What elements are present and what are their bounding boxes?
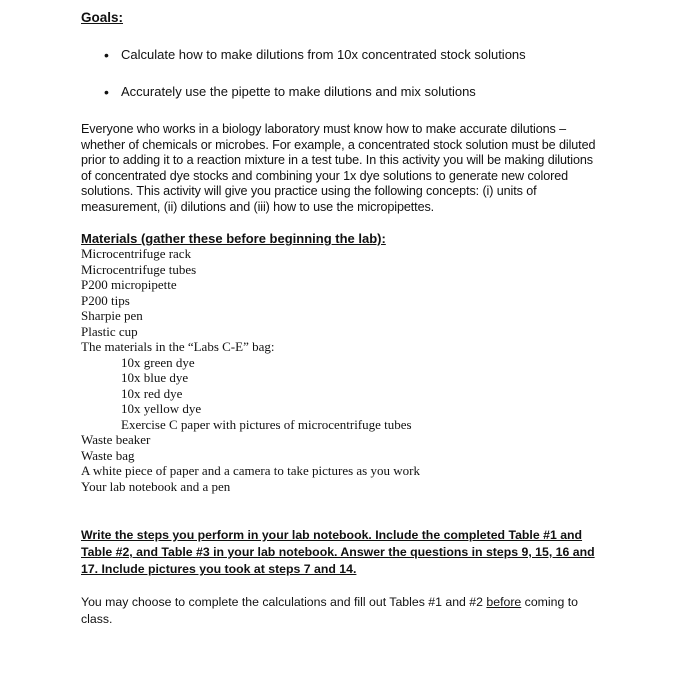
materials-list	[81, 246, 420, 494]
list-item: P200 tips	[81, 292, 130, 308]
closing-note	[81, 594, 601, 628]
bullet-icon: •	[104, 47, 109, 63]
list-item: 10x red dye	[121, 385, 183, 401]
list-item: Exercise C paper with pictures of microcentrifuge tubes	[121, 416, 412, 432]
steps-instruction	[81, 527, 611, 578]
list-item: Your lab notebook and a pen	[81, 478, 231, 494]
bullet-icon: •	[104, 84, 109, 100]
list-item: Waste beaker	[81, 432, 151, 447]
list-item: Waste bag	[81, 447, 135, 463]
steps-instruction-text: Write the steps you perform in your lab notebook. Include the completed Table #1 and Table #2, and Table #3 in your lab notebook. Answer the questions in steps 9, 15, 16 and 17. Include pictures you took at steps 7 and 14.	[81, 528, 595, 576]
list-item: A white piece of paper and a camera to take pictures as you work	[81, 463, 420, 478]
list-item: Microcentrifuge tubes	[81, 261, 197, 277]
list-item: Microcentrifuge rack	[81, 246, 192, 261]
list-item: P200 micropipette	[81, 277, 177, 292]
list-item: 10x green dye	[121, 354, 195, 370]
goals-heading: Goals:	[81, 10, 124, 25]
closing-text-after: coming to class.	[81, 595, 578, 626]
list-item: Plastic cup	[81, 323, 138, 339]
list-item: 10x yellow dye	[121, 401, 202, 416]
list-item: Sharpie pen	[81, 308, 143, 323]
closing-text-before: You may choose to complete the calculations and fill out Tables #1 and #2	[81, 595, 487, 609]
goal-text-2: Accurately use the pipette to make dilutions and mix solutions	[121, 84, 476, 99]
closing-emphasis: before	[486, 595, 522, 609]
goal-text-1: Calculate how to make dilutions from 10x concentrated stock solutions	[121, 47, 526, 62]
list-item: The materials in the “Labs C-E” bag:	[81, 339, 275, 354]
materials-heading: Materials (gather these before beginning the lab):	[81, 231, 386, 246]
list-item: 10x blue dye	[121, 370, 189, 385]
intro-paragraph: Everyone who works in a biology laboratory must know how to make accurate dilutions – whether of chemicals or microbes. For example, a concentrated stock solution must be diluted prior to adding it to a reaction mixture in a test tube. In this activity you will be making dilutions of concentrated dye stocks and combining your 1x dye solutions to generate new colored solutions. This activity will give you practice using the following concepts: (i) units of measurement, (ii) dilutions and (iii) how to use the micropipettes.	[81, 122, 596, 214]
